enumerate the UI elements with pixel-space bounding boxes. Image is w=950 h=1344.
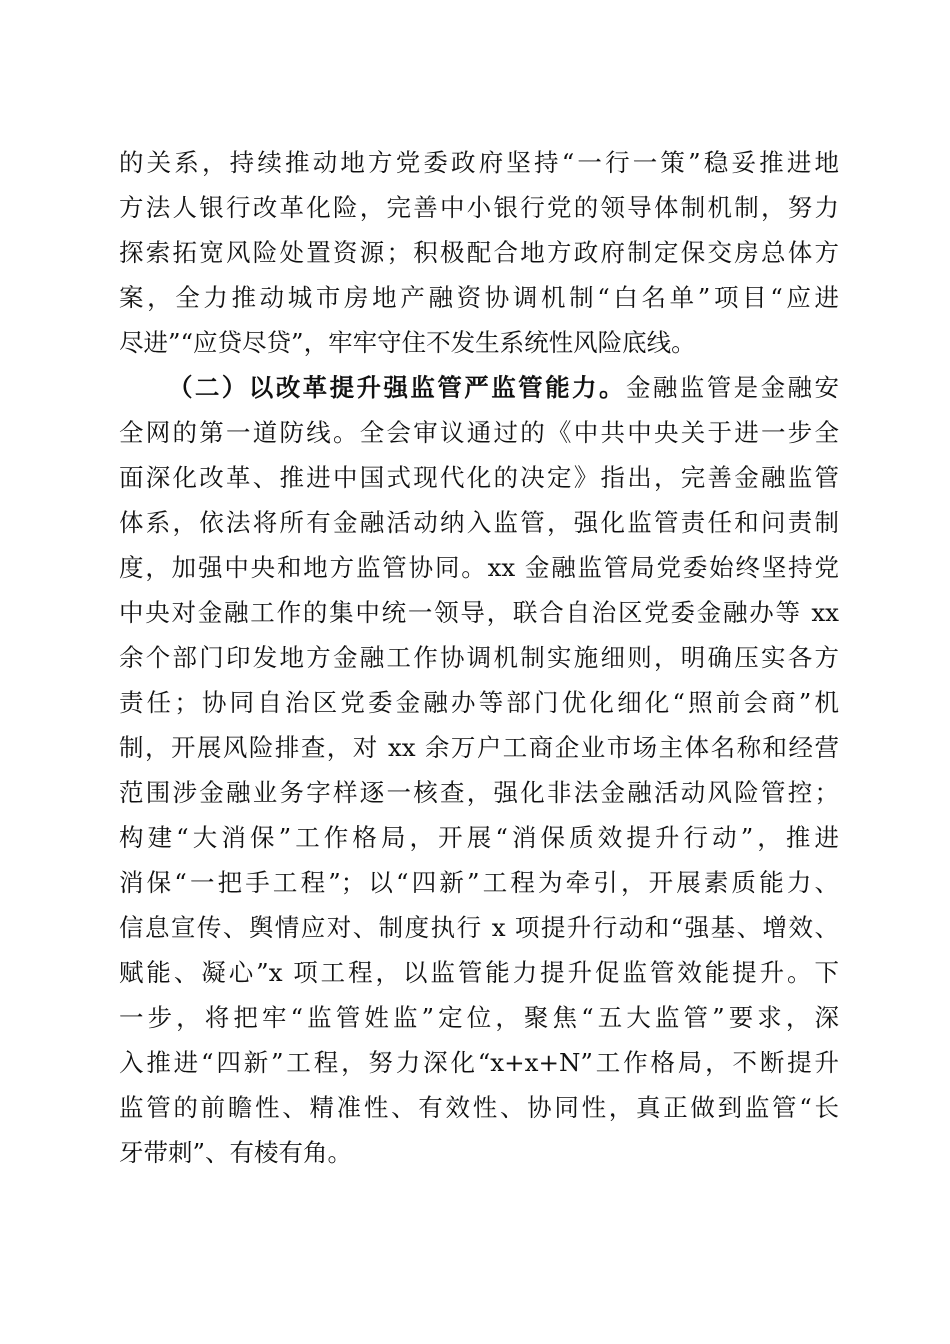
document-body: [119, 140, 839, 1175]
paragraph-line: 入推进“四新”工程，努力深化“x+x+N”工作格局，不断提升: [119, 1048, 839, 1077]
paragraph-line: 案，全力推动城市房地产融资协调机制“白名单”项目“应进: [119, 283, 839, 312]
paragraph-first-line: [119, 365, 839, 410]
paragraph-line: 度，加强中央和地方监管协同。xx 金融监管局党委始终坚持党: [119, 553, 839, 582]
paragraph-line: 一步，将把牢“监管姓监”定位，聚焦“五大监管”要求，深: [119, 1003, 839, 1032]
paragraph-line: 范围涉金融业务字样逐一核查，强化非法金融活动风险管控；: [119, 778, 839, 807]
paragraph-line: 构建“大消保”工作格局，开展“消保质效提升行动”，推进: [119, 823, 839, 852]
paragraph-line: 制，开展风险排查，对 xx 余万户工商企业市场主体名称和经营: [119, 733, 839, 762]
heading-trailing-text: 金融监管是金融安: [625, 373, 839, 402]
paragraph-line: 牙带刺”、有棱有角。: [119, 1138, 353, 1167]
paragraph-line: 中央对金融工作的集中统一领导，联合自治区党委金融办等 xx: [119, 598, 839, 627]
paragraph-line: 全网的第一道防线。全会审议通过的《中共中央关于进一步全: [119, 418, 839, 447]
paragraph-line: 赋能、凝心”x 项工程，以监管能力提升促监管效能提升。下: [119, 958, 839, 987]
paragraph-line: 消保“一把手工程”；以“四新”工程为牵引，开展素质能力、: [119, 868, 839, 897]
paragraph-line: 面深化改革、推进中国式现代化的决定》指出，完善金融监管: [119, 463, 839, 492]
paragraph-line: 监管的前瞻性、精准性、有效性、协同性，真正做到监管“长: [119, 1093, 839, 1122]
paragraph-line: 责任；协同自治区党委金融办等部门优化细化“照前会商”机: [119, 688, 839, 717]
paragraph-line: 的关系，持续推动地方党委政府坚持“一行一策”稳妥推进地: [119, 148, 839, 177]
paragraph-line: 体系，依法将所有金融活动纳入监管，强化监管责任和问责制: [119, 508, 839, 537]
paragraph-line: 探索拓宽风险处置资源；积极配合地方政府制定保交房总体方: [119, 238, 839, 267]
paragraph-1: [119, 140, 839, 365]
paragraph-line: 余个部门印发地方金融工作协调机制实施细则，明确压实各方: [119, 643, 839, 672]
paragraph-line: 尽进”“应贷尽贷”，牢牢守住不发生系统性风险底线。: [119, 328, 696, 357]
section-heading: （二）以改革提升强监管严监管能力。: [168, 373, 626, 402]
paragraph-line: 方法人银行改革化险，完善中小银行党的领导体制机制，努力: [119, 193, 839, 222]
paragraph-2: [119, 365, 839, 1175]
paragraph-line: 信息宣传、舆情应对、制度执行 x 项提升行动和“强基、增效、: [119, 913, 839, 942]
